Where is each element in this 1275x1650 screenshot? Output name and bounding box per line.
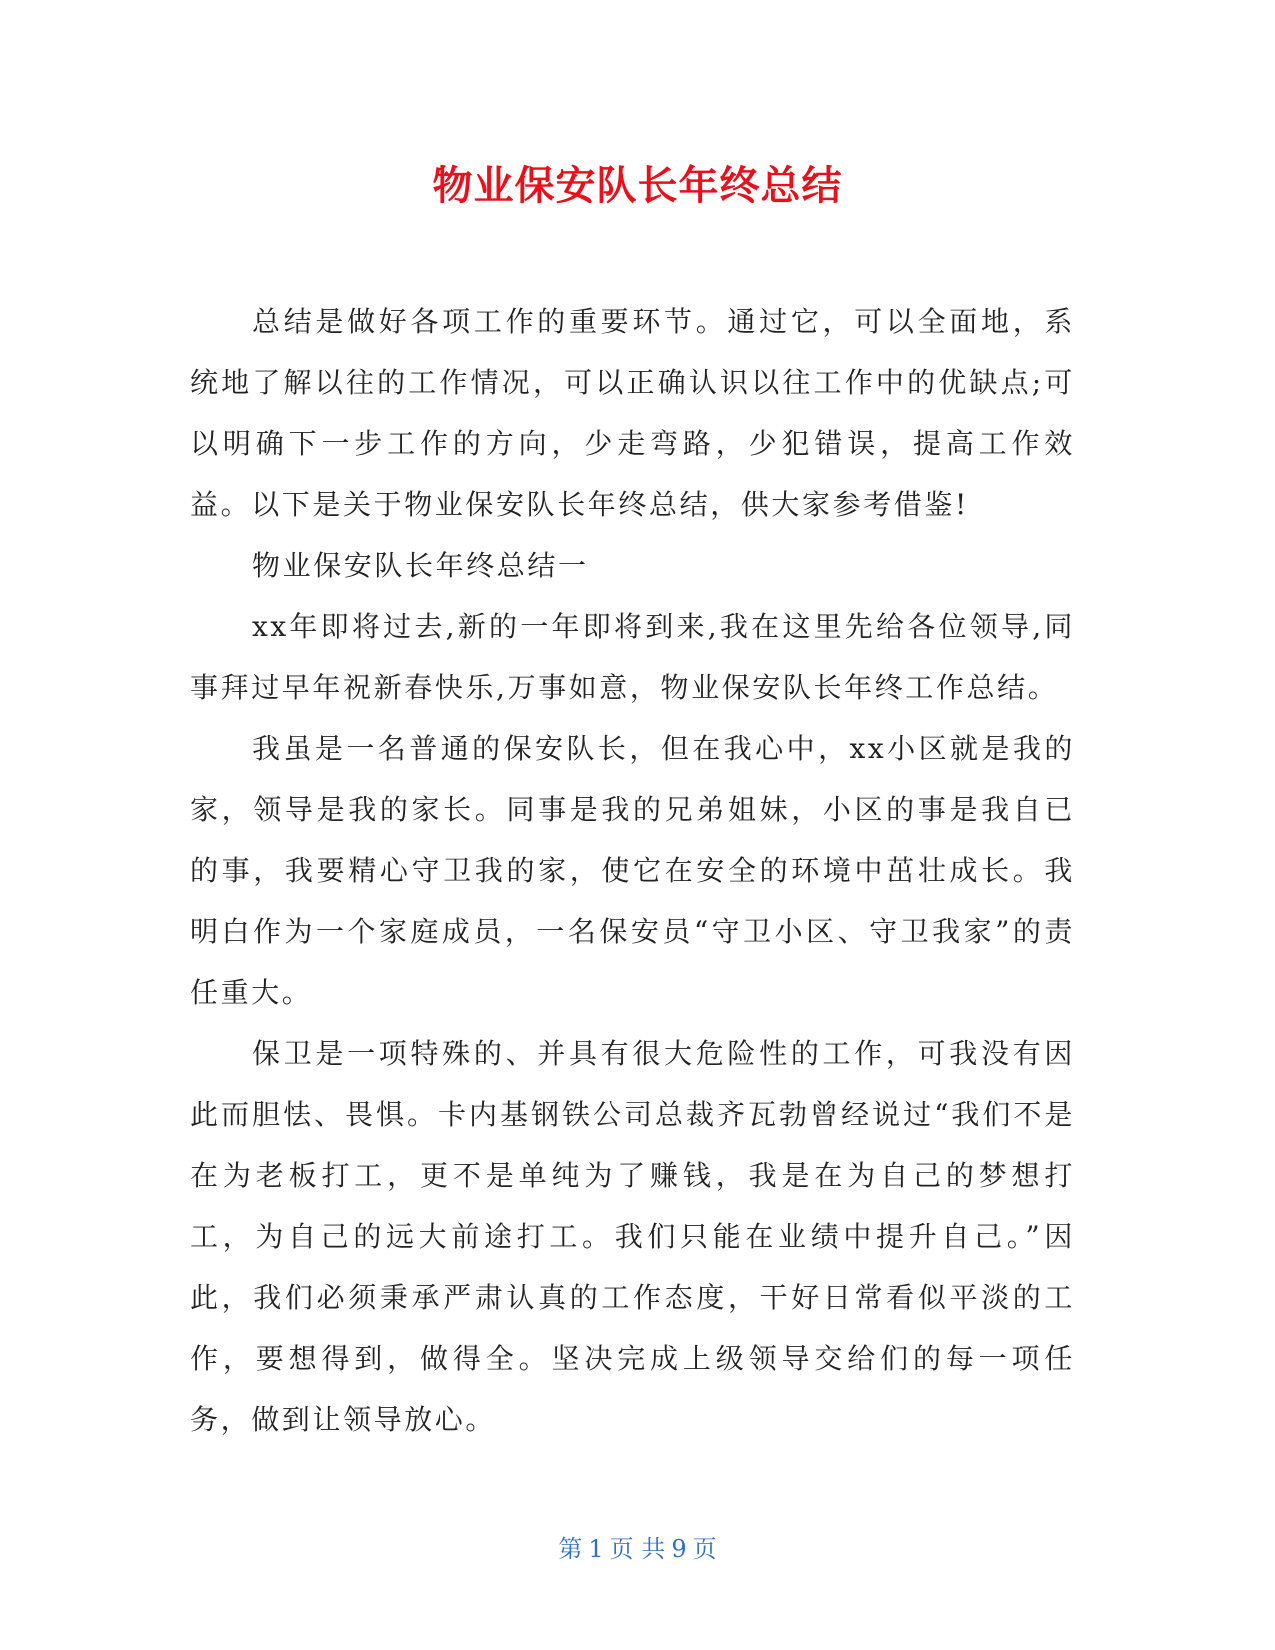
footer-total-pages: 9 (671, 1535, 687, 1563)
footer-current-page: 1 (588, 1535, 604, 1563)
footer-middle: 页 共 (609, 1535, 666, 1563)
page-footer (0, 1534, 1275, 1564)
paragraph-responsibility: 我虽是一名普通的保安队长，但在我心中，xx小区就是我的家，领导是我的家长。同事是我的兄弟姐妹，小区的事是我自已的事，我要精心守卫我的家，使它在安全的环境中茁壮成长。我明白作为一个家庭成员，一名保安员“守卫小区、守卫我家”的责任重大。 (190, 732, 1075, 1009)
paragraph-greeting: xx年即将过去,新的一年即将到来,我在这里先给各位领导,同事拜过早年祝新春快乐,万事如意，物业保安队长年终工作总结。 (190, 610, 1075, 704)
document-title: 物业保安队长年终总结 (432, 163, 843, 209)
footer-prefix: 第 (558, 1535, 583, 1563)
document-body (190, 291, 1075, 1450)
paragraph-intro: 总结是做好各项工作的重要环节。通过它，可以全面地，系统地了解以往的工作情况，可以正确认识以往工作中的优缺点;可以明确下一步工作的方向，少走弯路，少犯错误，提高工作效益。以下是关于物业保安队长年终总结，供大家参考借鉴! (190, 305, 1075, 521)
paragraph-duty: 保卫是一项特殊的、并具有很大危险性的工作，可我没有因此而胆怯、畏惧。卡内基钢铁公司总裁齐瓦勃曾经说过“我们不是在为老板打工，更不是单纯为了赚钱，我是在为自己的梦想打工，为自己的远大前途打工。我们只能在业绩中提升自己。”因此，我们必须秉承严肃认真的工作态度，干好日常看似平淡的工作，要想得到，做得全。坚决完成上级领导交给们的每一项任务，做到让领导放心。 (190, 1037, 1075, 1436)
section-heading: 物业保安队长年终总结一 (252, 549, 589, 582)
footer-suffix: 页 (692, 1535, 717, 1563)
